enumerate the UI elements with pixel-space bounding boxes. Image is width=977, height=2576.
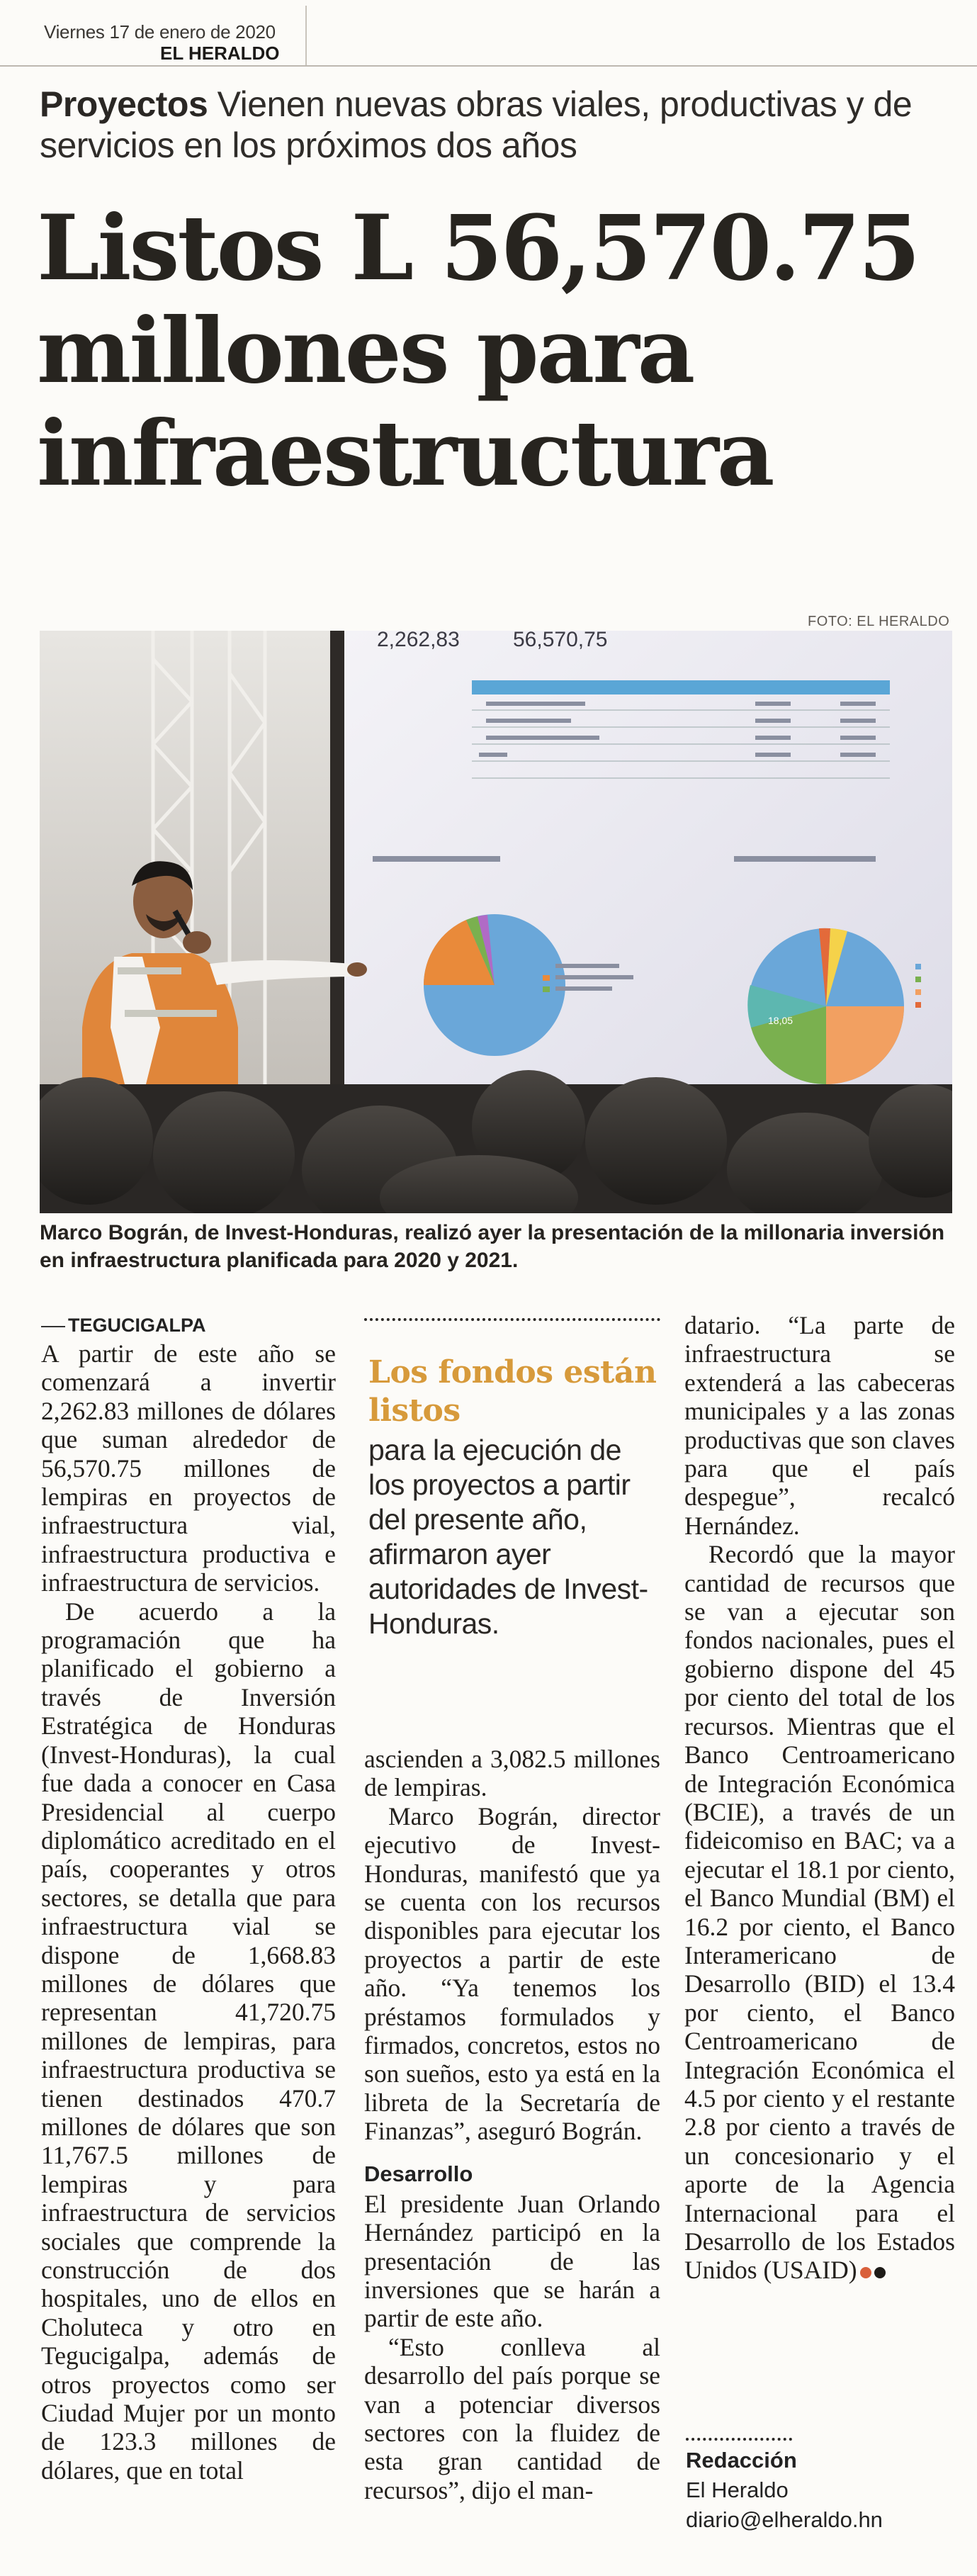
kicker-text: Vienen nuevas obras viales, productivas y de servicios en los próximos dos años [40,84,913,165]
signature-rule [686,2438,792,2441]
audience-silhouettes [40,1070,952,1213]
signature-email: diario@elheraldo.hn [686,2507,883,2532]
end-mark-dot-black [874,2267,886,2278]
header-rule [0,65,977,67]
dateline-text: TEGUCIGALPA [68,1315,206,1336]
article-paragraph: ascienden a 3,082.5 millones de lempiras. [364,1745,660,1802]
article-column-2 [364,1745,660,2504]
dateline-rule [41,1326,65,1327]
pull-quote-title: Los fondos están listos [368,1354,657,1429]
article-paragraph: Marco Bográn, director ejecutivo de Invest-Honduras, manifestó que ya se cuenta con los recursos disponibles para ejecutar los proyectos a partir de este año. “Ya tenemos los préstamos formulados y firmados, concretos, estos no son sueños, esto ya está en la libreta de la Secretaría de Finanzas”, aseguró Bográn. [364,1801,660,2146]
pull-quote-text: para la ejecución de los proyectos a partir del presente año, afirmaron ayer autoridades de Invest-Honduras. [368,1434,648,1640]
issue-date: Viernes 17 de enero de 2020 [44,21,276,43]
screen-pie-label: 18,05 [768,1015,794,1026]
photo-credit: FOTO: EL HERALDO [808,614,950,629]
photo-illustration [40,631,952,1213]
signature-paper: El Heraldo [686,2477,789,2502]
article-paragraph: El presidente Juan Orlando Hernández participó en la presentación de las inversiones que se harán a partir de este año. [364,2189,660,2333]
article-column-3 [684,1311,955,2285]
photo-caption: Marco Bográn, de Invest-Honduras, realizó ayer la presentación de la millonaria inversión en infraestructura planificada para 2020 y 2021. [40,1221,945,1272]
signature-author: Redacción [686,2448,797,2473]
kicker [40,84,954,166]
article-paragraph: “Esto conlleva al desarrollo del país porque se van a potenciar diversos sectores con la fluidez de esta gran cantidad de recursos”, dijo el man- [364,2332,660,2504]
headline-line-3: infraestructura [37,401,773,506]
article-photo [40,631,952,1213]
headline-line-1: Listos L 56,570.75 [37,196,919,300]
screen-figure-right: 56,570,75 [513,631,608,651]
pull-quote-rule [364,1318,660,1321]
article-column-1 [41,1311,336,2485]
end-mark-dot-orange [860,2267,871,2278]
paper-name: EL HERALDO [160,43,280,64]
article-paragraph: datario. “La parte de infraestructura se extenderá a las cabeceras municipales y a las zonas productivas que son claves para que el país despegue”, recalcó Hernández. [684,1311,955,1540]
dateline [41,1311,336,1339]
article-paragraph [684,1540,955,2285]
headline-line-2: millones para [37,298,694,403]
headline [37,197,958,505]
article-paragraph-text: Recordó que la mayor cantidad de recursos que se van a ejecutar son fondos nacionales, pues el gobierno dispone del 45 por ciento del total de los recursos. Mientras que el Banco Centroamericano de Integración Económica (BCIE), a través de un fideicomiso en BAC; va a ejecutar el 18.1 por ciento, el Banco Mundial (BM) el 16.2 por ciento, el Banco Interamericano de Desarrollo (BID) el 13.4 por ciento, el Banco Centroamericano de Integración Económica el 4.5 por ciento y el restante 2.8 por ciento a través de un concesionario y el aporte de la Agencia Internacional para el Desarrollo de los Estados Unidos (USAID) [684,1540,955,2285]
pull-quote [364,1312,660,1738]
subhead: Desarrollo [364,2161,473,2186]
kicker-lead: Proyectos [40,84,208,124]
article-paragraph: De acuerdo a la programación que ha planificado el gobierno a través de Inversión Estratégica de Honduras (Invest-Honduras), la cual fue dada a conocer en Casa Presidencial al cuerpo diplomático acreditado en el país, cooperantes y otros sectores, se detalla que para infraestructura vial se dispone de 1,668.83 millones de dólares que representan 41,720.75 millones de lempiras, para infraestructura productiva se tienen destinados 470.7 millones de dólares que son 11,767.5 millones de lempiras y para infraestructura de servicios sociales que comprende la construcción de dos hospitales, uno de ellos en Choluteca y otro en Tegucigalpa, además de otros proyectos como ser Ciudad Mujer por un monto de 123.3 millones de dólares, que en total [41,1597,336,2485]
article-paragraph: A partir de este año se comenzará a invertir 2,262.83 millones de dólares que suman alrededor de 56,570.75 millones de lempiras en proyectos de infraestructura vial, infraestructura productiva e infraestructura de servicios. [41,1339,336,1597]
screen-figure-left: 2,262,83 [377,631,460,651]
